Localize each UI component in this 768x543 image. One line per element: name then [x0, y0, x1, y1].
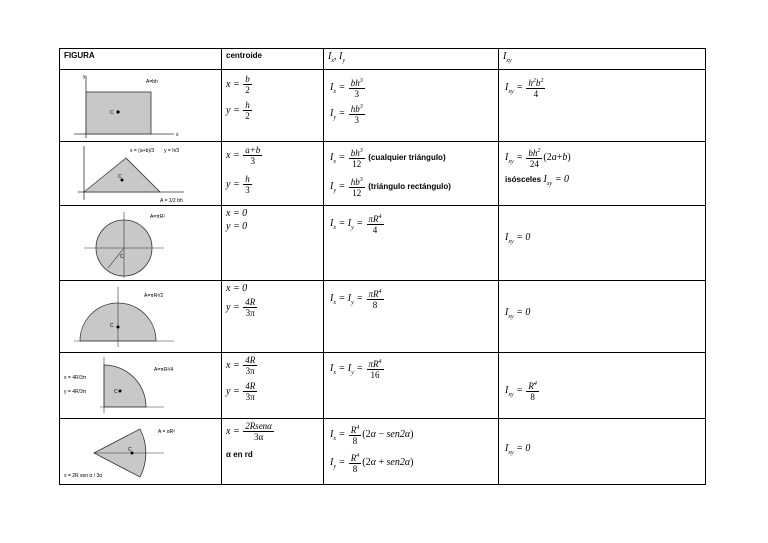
inertia-ix: $I_x$ = $\frac{R^4}{8}$ (2α − sen2α): [330, 425, 414, 446]
ixy-cell: [499, 142, 706, 206]
header-figura: FIGURA: [60, 49, 222, 70]
ixy-cell: [499, 419, 706, 485]
header-centroide: centroide: [222, 49, 324, 70]
centroid-x: x = $\frac{b}{2}$: [226, 74, 250, 95]
figure-circle: [60, 206, 222, 281]
centroid-cell: [222, 70, 324, 142]
table-row: [60, 70, 706, 142]
inertia-ix: $I_x$ = $\frac{bh^3}{12}$ (cualquier triángulo): [330, 148, 446, 169]
centroid-y: y = 0: [226, 221, 248, 232]
centroid-cell: [222, 206, 324, 281]
figure-rectangle: [60, 70, 222, 142]
figure-sector: [60, 419, 222, 485]
figure-triangle: [60, 142, 222, 206]
ixy-value: $I_{xy} = 0$: [505, 307, 531, 320]
inertia-cell: [324, 281, 499, 353]
inertia-ix: $I_x$ = $\frac{bh^3}{3}$: [330, 78, 363, 99]
svg-text:x: x: [176, 132, 179, 138]
quarter-area-label: A=πR²/4: [154, 367, 174, 373]
semicircle-area-label: A=πR²/2: [144, 293, 164, 299]
table-row: [60, 206, 706, 281]
centroid-x: x = 0: [226, 208, 248, 219]
rectangle-area-label: A=bh: [146, 79, 158, 85]
inertia-iy: $I_y$ = $\frac{hb^3}{3}$: [330, 104, 363, 125]
svg-text:C: C: [128, 447, 132, 453]
ixy-value: $I_{xy} = 0$: [505, 443, 531, 456]
figure-quarter-circle: [60, 353, 222, 419]
inertia-iy: $I_y$ = $\frac{R^4}{8}$ (2α + sen2α): [330, 453, 414, 474]
inertia-ixiy: $I_x = I_y$ = $\frac{\pi R^4}{16}$: [330, 359, 382, 380]
centroid-y: y = $\frac{h}{2}$: [226, 100, 250, 121]
triangle-area-label: A = 1/2 bh: [160, 198, 183, 204]
ixy-cell: [499, 206, 706, 281]
inertia-cell: [324, 206, 499, 281]
svg-text:C: C: [120, 254, 124, 260]
centroid-note: α en rd: [226, 450, 253, 459]
circle-diagram: [64, 208, 214, 280]
ixy-value: $I_{xy} = 0$: [505, 232, 531, 245]
ixy-cell: [499, 281, 706, 353]
sector-area-label: A = αR²: [158, 429, 175, 435]
ixy-value: $I_{xy}$ = $\frac{R^4}{8}$: [505, 381, 537, 402]
centroid-x: x = 0: [226, 283, 248, 294]
header-row: [60, 49, 706, 70]
table-row: [60, 353, 706, 419]
ixy-value: $I_{xy}$ = $\frac{bh^2}{24}$ (2a+b): [505, 148, 571, 169]
inertia-ixiy: $I_x = I_y$ = $\frac{\pi R^4}{4}$: [330, 214, 382, 235]
svg-text:C: C: [114, 389, 118, 395]
table-row: [60, 142, 706, 206]
inertia-ixiy: $I_x = I_y$ = $\frac{\pi R^4}{8}$: [330, 289, 382, 310]
centroid-x: x = $\frac{a+b}{3}$: [226, 145, 261, 166]
centroid-y: y = $\frac{4R}{3\pi}$: [226, 297, 256, 318]
quarter-x-label: x = 4R/3π: [64, 375, 87, 381]
svg-text:y: y: [83, 74, 86, 80]
centroid-cell: [222, 281, 324, 353]
centroid-cell: [222, 419, 324, 485]
inertia-cell: [324, 142, 499, 206]
triangle-y-label: y = h/3: [164, 148, 180, 154]
triangle-x-label: x = (a+b)/3: [130, 148, 155, 154]
centroid-cell: [222, 353, 324, 419]
quarter-y-label: y = 4R/3π: [64, 389, 87, 395]
header-ixiy: $I_x$, $I_y$: [324, 49, 499, 70]
inertia-cell: [324, 353, 499, 419]
circle-area-label: A=πR²: [150, 214, 165, 220]
sector-diagram: [64, 421, 214, 483]
centroid-cell: [222, 142, 324, 206]
figure-semicircle: [60, 281, 222, 353]
inertia-iy: $I_y$ = $\frac{hb^3}{12}$ (triángulo rectángulo): [330, 177, 451, 198]
rectangle-diagram: [64, 72, 214, 140]
centroid-x: x = $\frac{\text{2Rsenα}}{3\alpha}$: [226, 421, 272, 442]
table-row: [60, 419, 706, 485]
sector-x-label: x = 2R sen α / 3α: [64, 473, 103, 479]
triangle-diagram: [64, 144, 214, 204]
svg-text:C: C: [110, 323, 114, 329]
centroid-y: y = $\frac{4R}{3\pi}$: [226, 381, 256, 402]
ixy-value: $I_{xy}$ = $\frac{h^2b^2}{4}$: [505, 78, 544, 99]
properties-table: [59, 48, 706, 485]
semicircle-diagram: [64, 283, 214, 351]
inertia-cell: [324, 419, 499, 485]
ixy-cell: [499, 70, 706, 142]
header-ixy: $I_{xy}$: [499, 49, 706, 70]
centroid-y: y = $\frac{h}{3}$: [226, 174, 250, 195]
svg-text:C: C: [110, 110, 114, 116]
svg-text:C: C: [118, 174, 122, 180]
inertia-cell: [324, 70, 499, 142]
ixy-isosceles: isósceles $I_{xy} = 0$: [505, 174, 569, 187]
table-row: [60, 281, 706, 353]
centroid-x: x = $\frac{4R}{3\pi}$: [226, 355, 256, 376]
ixy-cell: [499, 353, 706, 419]
quarter-circle-diagram: [64, 355, 214, 417]
